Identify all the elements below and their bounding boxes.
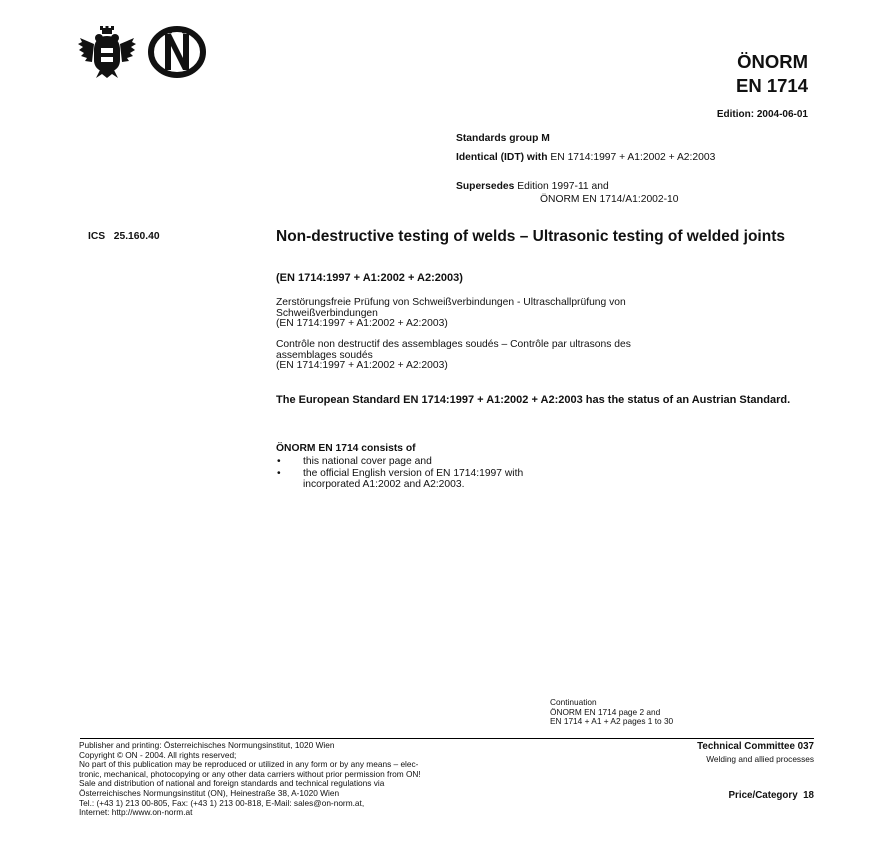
publisher-line-4: tronic, mechanical, photocopying or any other data carriers without prior permission from ON! [79,768,421,779]
supersedes-value-2: ÖNORM EN 1714/A1:2002-10 [540,194,679,205]
list-item-line-2: incorporated A1:2002 and A2:2003. [303,479,465,490]
german-line-2: Schweißverbindungen [276,307,378,319]
continuation-note [550,698,673,727]
publisher-info [79,741,579,818]
continuation-line-3: EN 1714 + A1 + A2 pages 1 to 30 [550,716,674,726]
list-item-line-1: the official English version of EN 1714:1997 with [303,467,524,479]
french-line-1: Contrôle non destructif des assemblages soudés – Contrôle par ultrasons des [276,339,631,350]
identical-value: EN 1714:1997 + A1:2002 + A2:2003 [550,152,716,163]
list-item [277,456,523,468]
publisher-line-6: Österreichisches Normungsinstitut (ON), Heinestraße 38, A-1020 Wien [79,787,340,798]
french-line-3: (EN 1714:1997 + A1:2002 + A2:2003) [276,360,448,371]
list-item [277,468,523,491]
identical-with [456,151,715,164]
french-title [276,340,776,372]
publisher-line-2: Copyright © ON - 2004. All rights reserved; [79,749,237,760]
technical-committee [697,741,814,765]
title-reference: (EN 1714:1997 + A1:2002 + A2:2003) [276,272,463,284]
on-logo-icon [148,26,206,78]
german-title [276,298,776,330]
publisher-line-3: No part of this publication may be reproduced or utilized in any form or by any means – elec- [79,759,419,770]
edition-date: Edition: 2004-06-01 [716,109,808,120]
standards-group [456,132,550,145]
german-line-3: (EN 1714:1997 + A1:2002 + A2:2003) [276,318,448,329]
list-item-text: this national cover page and [303,456,432,467]
footer-divider [80,738,814,739]
supersedes-value-1: Edition 1997-11 and [517,181,609,192]
consists-heading: ÖNORM EN 1714 consists of [276,443,416,454]
document-title: Non-destructive testing of welds – Ultrasonic testing of welded joints [276,228,785,245]
publisher-line-1: Publisher and printing: Österreichisches Normungsinstitut, 1020 Wien [79,740,335,750]
german-line-1: Zerstörungsfreie Prüfung von Schweißverbindungen - Ultraschallprüfung von [276,297,626,308]
standard-line-1: ÖNORM [737,51,808,72]
austrian-eagle-icon [78,26,136,78]
standard-line-2: EN 1714 [736,75,808,96]
bullet-marker: • [277,467,281,479]
bullet-marker: • [277,456,281,467]
identical-label: Identical (IDT) with [456,152,548,163]
publisher-line-5: Sale and distribution of national and foreign standards and technical regulations via [79,778,385,789]
header-logos [78,26,206,78]
supersedes [456,180,609,193]
status-statement: The European Standard EN 1714:1997 + A1:2002 + A2:2003 has the status of an Austrian Standard. [276,394,791,406]
french-line-2: assemblages soudés [276,349,373,361]
supersedes-label: Supersedes [456,181,515,192]
continuation-line-2: ÖNORM EN 1714 page 2 and [550,706,661,717]
price-category: Price/Category 18 [728,790,814,801]
standard-number [736,50,808,98]
publisher-line-7: Tel.: (+43 1) 213 00-805, Fax: (+43 1) 213 00-818, E-Mail: sales@on-norm.at, [79,797,365,808]
standards-group-label: Standards group M [456,133,550,144]
continuation-line-1: Continuation [550,697,597,707]
consists-list [277,456,523,491]
publisher-line-8: Internet: http://www.on-norm.at [79,807,193,818]
committee-subject: Welding and allied processes [706,754,814,764]
committee-name: Technical Committee 037 [697,741,814,752]
list-item-text [303,468,523,491]
ics-code: ICS 25.160.40 [88,231,160,242]
